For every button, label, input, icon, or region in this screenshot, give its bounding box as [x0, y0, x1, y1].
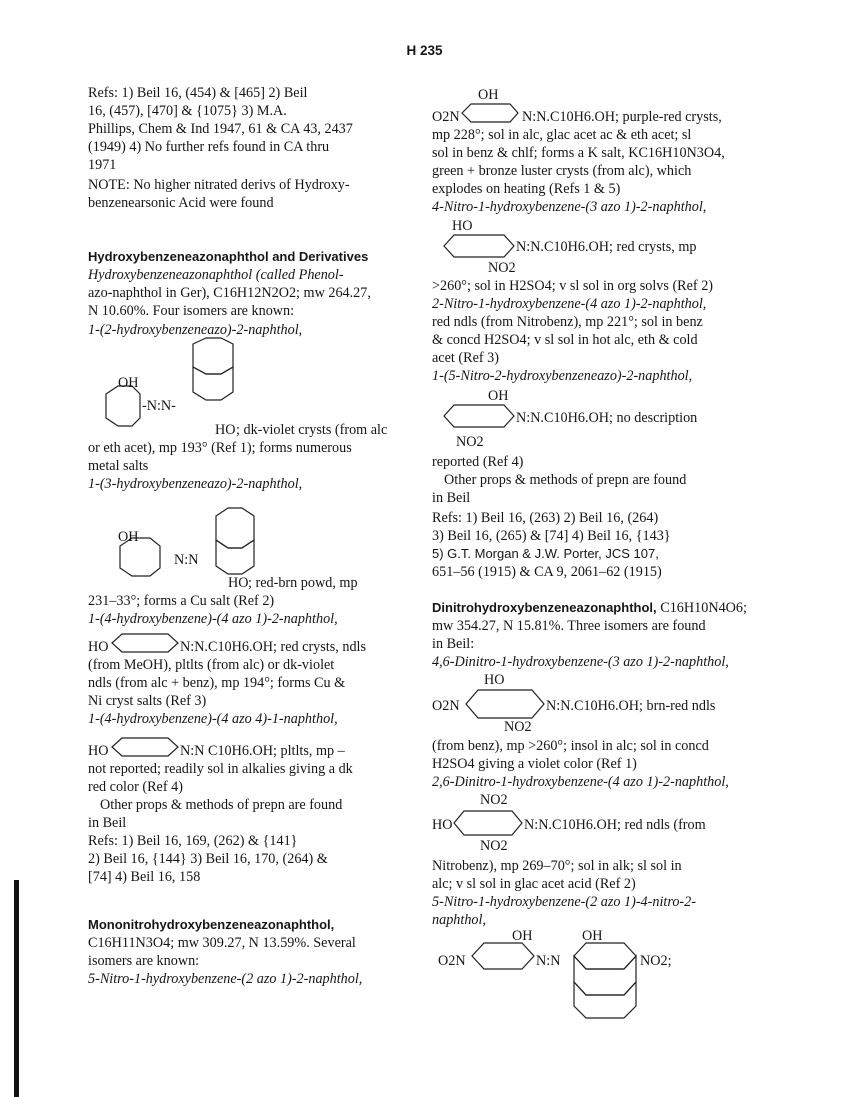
rs4-name3: 5-Nitro-1-hydroxybenzene-(2 azo 1)-4-nitro-2-: [432, 894, 696, 910]
rs3-line2: reported (Ref 4): [432, 454, 524, 470]
rs4-ho: HO: [484, 672, 505, 688]
note-line2: benzenearsonic Acid were found: [88, 195, 274, 211]
section2-line2: isomers are known:: [88, 953, 200, 969]
isomer3-line4: Ni cryst salts (Ref 3): [88, 693, 207, 709]
isomer1-line3: metal salts: [88, 458, 149, 474]
isomer3-line1: N:N.C10H6.OH; red crysts, ndls: [180, 639, 367, 655]
rs4-line1: mw 354.27, N 15.81%. Three isomers are found: [432, 618, 706, 634]
struct2-oh: OH: [118, 529, 139, 545]
section2-line3: 5-Nitro-1-hydroxybenzene-(2 azo 1)-2-naphthol,: [88, 971, 363, 987]
isomer2-line2: 231–33°; forms a Cu salt (Ref 2): [88, 593, 275, 609]
isomer1-line1: ; dk-violet crysts (from alc: [236, 422, 388, 438]
rs3-no2: NO2: [456, 434, 484, 450]
rs1-line2: mp 228°; sol in alc, glac acet ac & eth acet; sl: [432, 127, 692, 143]
rs4-name2: 2,6-Dinitro-1-hydroxybenzene-(4 azo 1)-2-naphthol,: [432, 774, 729, 790]
rs1-line1: N:N.C10H6.OH; purple-red crysts,: [522, 109, 722, 125]
other-props-line1: Other props & methods of prepn are found: [100, 797, 343, 813]
isomer3-line2: (from MeOH), pltlts (from alc) or dk-violet: [88, 657, 335, 673]
rs1-line5: explodes on heating (Refs 1 & 5): [432, 181, 621, 197]
isomer2-line1: ; red-brn powd, mp: [248, 575, 358, 591]
benzene-ring-isomer4: [110, 735, 180, 759]
struct2-ho: HO: [228, 575, 249, 591]
refs-top-line3: Phillips, Chem & Ind 1947, 61 & CA 43, 2437: [88, 121, 353, 137]
rs4-oh2: OH: [582, 928, 603, 944]
benzene-ring-rs2: [442, 232, 516, 260]
rs2-line5: acet (Ref 3): [432, 350, 499, 366]
isomer4-line3: red color (Ref 4): [88, 779, 183, 795]
struct1-oh: OH: [118, 375, 139, 391]
isomer4-line2: not reported; readily sol in alkalies giving a dk: [88, 761, 353, 777]
rs4-ho2: HO: [432, 817, 453, 833]
rs4-no2c: NO2: [480, 838, 508, 854]
section1-line2: azo-naphthol in Ger), C16H12N2O2; mw 264.27,: [88, 285, 371, 301]
rs4-line2: in Beil:: [432, 636, 475, 652]
rs4-o2n: O2N: [432, 698, 460, 714]
isomer2-name: 1-(3-hydroxybenzeneazo)-2-naphthol,: [88, 476, 303, 492]
struct2-azo: N:N: [174, 552, 199, 568]
refs-top-line4: (1949) 4) No further refs found in CA thru: [88, 139, 330, 155]
rs4-no2d: NO2;: [640, 953, 672, 969]
note-line1: NOTE: No higher nitrated derivs of Hydroxy-: [88, 177, 350, 193]
rs4-line3: (from benz), mp >260°; insol in alc; sol in concd: [432, 738, 709, 754]
rs4-line5: Nitrobenz), mp 269–70°; sol in alk; sl sol in: [432, 858, 682, 874]
dinitro-formula: C16H10N4O6;: [660, 600, 747, 616]
rs3-refs1: Refs: 1) Beil 16, (263) 2) Beil 16, (264): [432, 510, 659, 526]
dinitro-heading-text: Dinitrohydroxybenzeneazonaphthol,: [432, 600, 657, 615]
rs2-line1: N:N.C10H6.OH; red crysts, mp: [516, 239, 697, 255]
rs3-refs3: 5) G.T. Morgan & J.W. Porter, JCS 107,: [432, 546, 659, 561]
rs4-no2a: NO2: [504, 719, 532, 735]
isomer3-name: 1-(4-hydroxybenzene)-(4 azo 1)-2-naphthol,: [88, 611, 338, 627]
section-heading-hydroxybenzeneazonaphthol: Hydroxybenzeneazonaphthol and Derivatives: [88, 249, 369, 264]
section1-line3: N 10.60%. Four isomers are known:: [88, 303, 295, 319]
section-heading-dinitro: [432, 599, 747, 617]
binding-edge-bar: [14, 880, 19, 1097]
isomer3-line3: ndls (from alc + benz), mp 194°; forms Cu &: [88, 675, 346, 691]
rs2-no2: NO2: [488, 260, 516, 276]
refs-section1-line1: Refs: 1) Beil 16, 169, (262) & {141}: [88, 833, 298, 849]
benzene-ring-isomer3: [110, 631, 180, 655]
rs3-refs4: 651–56 (1915) & CA 9, 2061–62 (1915): [432, 564, 662, 580]
isomer1-name: 1-(2-hydroxybenzeneazo)-2-naphthol,: [88, 322, 303, 338]
page-header: H 235: [406, 43, 443, 58]
rs4-o2n2: O2N: [438, 953, 466, 969]
rs4-line4: H2SO4 giving a violet color (Ref 1): [432, 756, 637, 772]
rs4-formula2: N:N.C10H6.OH; red ndls (from: [524, 817, 706, 833]
benzene-ring-rs3: [442, 402, 516, 430]
rs1-line3: sol in benz & chlf; forms a K salt, KC16H10N3O4,: [432, 145, 725, 161]
rs3-other2: in Beil: [432, 490, 471, 506]
rs1-line4: green + bronze luster crysts (from alc), which: [432, 163, 692, 179]
rs3-refs2: 3) Beil 16, (265) & [74] 4) Beil 16, {143}: [432, 528, 671, 544]
isomer1-line2: or eth acet), mp 193° (Ref 1); forms numerous: [88, 440, 352, 456]
refs-top-line5: 1971: [88, 157, 117, 173]
rs4-no2b: NO2: [480, 792, 508, 808]
rs3-line1: N:N.C10H6.OH; no description: [516, 410, 698, 426]
isomer3-ho: HO: [88, 639, 109, 655]
section2-line1: C16H11N3O4; mw 309.27, N 13.59%. Several: [88, 935, 356, 951]
rs2-ho: HO: [452, 218, 473, 234]
rs2-line4: & concd H2SO4; v sl sol in hot alc, eth & cold: [432, 332, 698, 348]
rs2-name3: 2-Nitro-1-hydroxybenzene-(4 azo 1)-2-naphthol,: [432, 296, 707, 312]
rs2-line2: >260°; sol in H2SO4; v sl sol in org solvs (Ref 2): [432, 278, 714, 294]
other-props-line2: in Beil: [88, 815, 127, 831]
isomer4-ho: HO: [88, 743, 109, 759]
refs-top-line2: 16, (457), [470] & {1075} 3) M.A.: [88, 103, 287, 119]
rs1-name2: 4-Nitro-1-hydroxybenzene-(3 azo 1)-2-naphthol,: [432, 199, 707, 215]
rs4-azo: N:N: [536, 953, 561, 969]
isomer4-line1: N:N C10H6.OH; pltlts, mp –: [180, 743, 345, 759]
rs4-oh1: OH: [512, 928, 533, 944]
rs3-oh: OH: [488, 388, 509, 404]
benzene-ring-rs1: [460, 101, 522, 125]
section1-line1: Hydroxybenzeneazonaphthol (called Phenol-: [88, 267, 344, 283]
rs2-line3: red ndls (from Nitrobenz), mp 221°; sol in benz: [432, 314, 703, 330]
rs2-name4: 1-(5-Nitro-2-hydroxybenzeneazo)-2-naphthol,: [432, 368, 693, 384]
rs1-oh: OH: [478, 87, 499, 103]
rs4-line6: alc; v sl sol in glac acet acid (Ref 2): [432, 876, 636, 892]
rs4-formula1: N:N.C10H6.OH; brn-red ndls: [546, 698, 716, 714]
rs1-o2n: O2N: [432, 109, 460, 125]
refs-section1-line2: 2) Beil 16, {144} 3) Beil 16, 170, (264) &: [88, 851, 328, 867]
section-heading-mononitro: Mononitrohydroxybenzeneazonaphthol,: [88, 917, 335, 932]
rs4-name3b: naphthol,: [432, 912, 486, 928]
rs4-name1: 4,6-Dinitro-1-hydroxybenzene-(3 azo 1)-2-naphthol,: [432, 654, 729, 670]
refs-top-line1: Refs: 1) Beil 16, (454) & [465] 2) Beil: [88, 85, 308, 101]
refs-section1-line3: [74] 4) Beil 16, 158: [88, 869, 201, 885]
benzene-ring-rs4b: [452, 808, 524, 838]
isomer4-name: 1-(4-hydroxybenzene)-(4 azo 4)-1-naphthol,: [88, 711, 338, 727]
rs3-other1: Other props & methods of prepn are found: [444, 472, 687, 488]
struct1-ho: HO: [215, 422, 236, 438]
struct1-azo: -N:N-: [142, 398, 176, 414]
benzene-ring-rs4a: [464, 687, 546, 721]
